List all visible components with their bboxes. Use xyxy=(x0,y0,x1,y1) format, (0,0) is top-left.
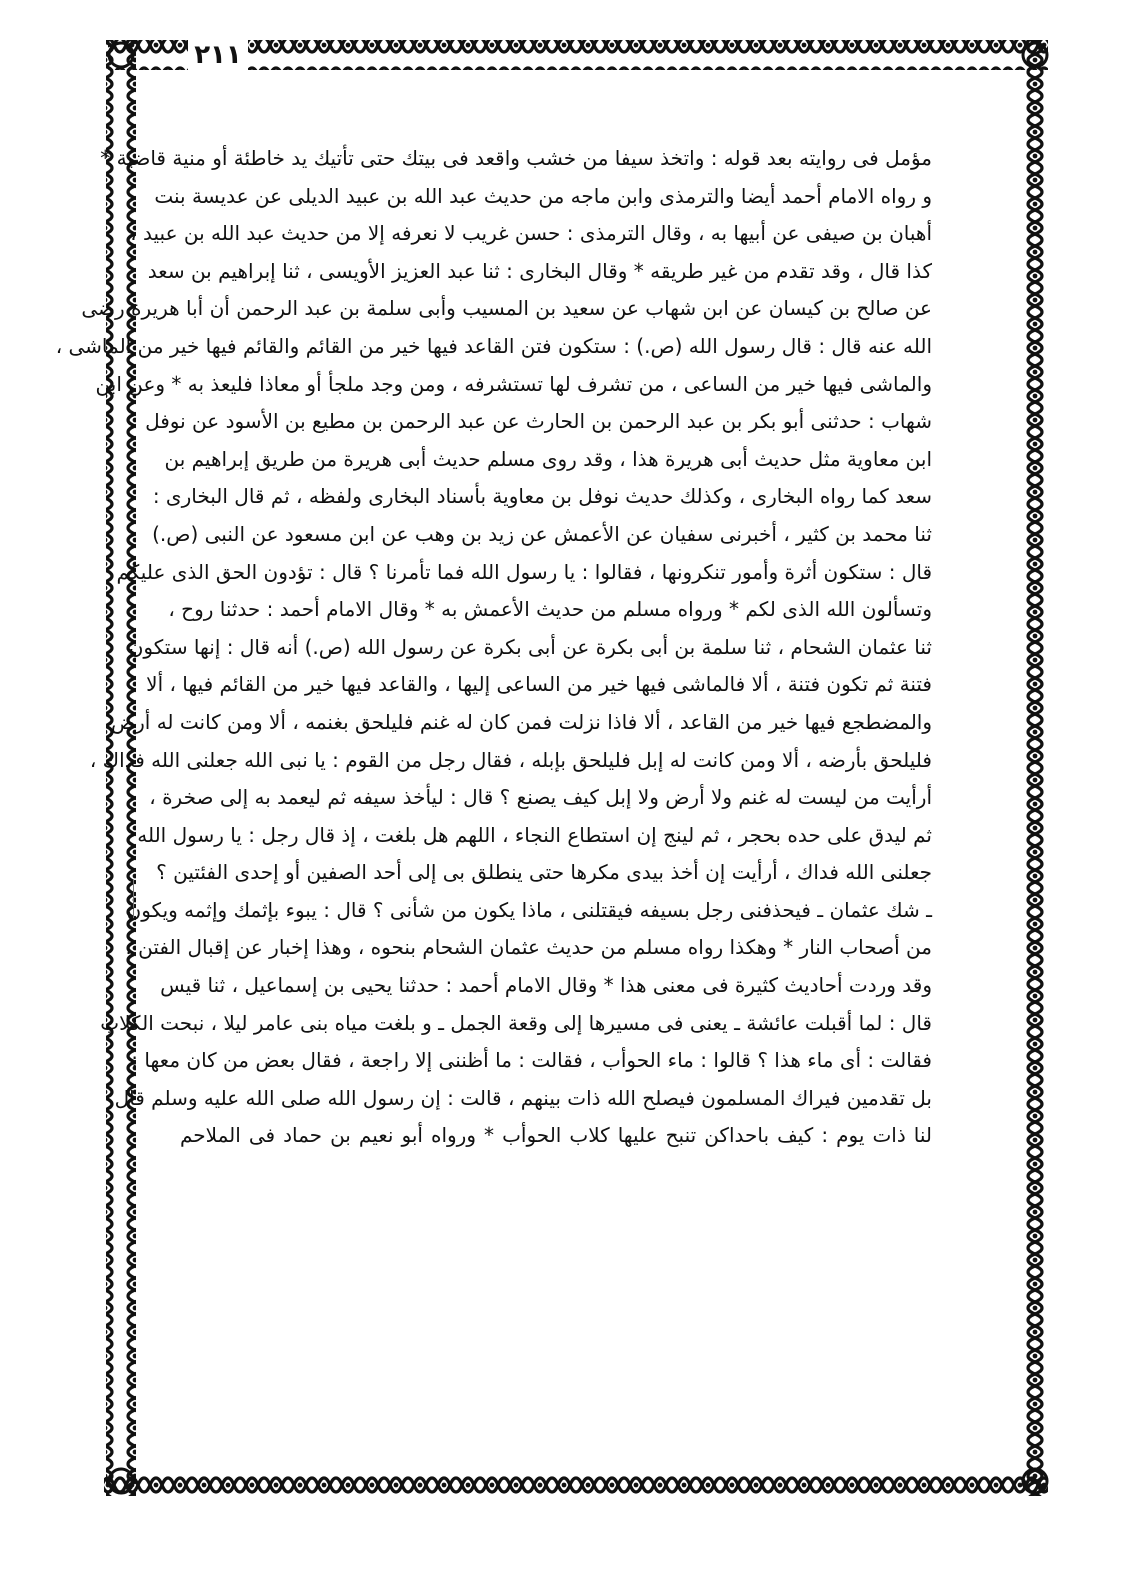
text-line: شهاب : حدثنى أبو بكر بن عبد الرحمن بن الحارث عن عبد الرحمن بن مطيع بن الأسود عن نوفل xyxy=(145,409,932,434)
page-number: ٢١١ xyxy=(188,38,248,72)
text-line: و رواه الامام أحمد أيضا والترمذى وابن ماجه من حديث عبد الله بن عبيد الديلى عن عديسة بنت xyxy=(154,183,932,208)
text-line: أهبان بن صيفى عن أبيها به ، وقال الترمذى : حسن غريب لا نعرفه إلا من حديث عبد الله بن عبيد ، xyxy=(130,221,932,246)
text-line: سعد كما رواه البخارى ، وكذلك حديث نوفل بن معاوية بأسناد البخارى ولفظه ، ثم قال البخارى : xyxy=(152,484,932,509)
text-line: مؤمل فى روايته بعد قوله : واتخذ سيفا من خشب واقعد فى بيتك حتى تأتيك يد خاطئة أو منية قاضية * xyxy=(100,146,932,170)
text-line: وتسألون الله الذى لكم * ورواه مسلم من حديث الأعمش به * وقال الامام أحمد : حدثنا روح ، xyxy=(168,597,932,622)
text-line: جعلنى الله فداك ، أرأيت إن أخذ بيدى مكرها حتى ينطلق بى إلى أحد الصفين أو إحدى الفئتين ؟ xyxy=(156,860,932,885)
text-line: ثنا محمد بن كثير ، أخبرنى سفيان عن الأعمش عن زيد بن وهب عن ابن مسعود عن النبى (ص.) xyxy=(152,521,932,546)
text-line: فليلحق بأرضه ، ألا ومن كانت له إبل فليلحق بإبله ، فقال رجل من القوم : يا نبى الله جعلنى الله فداك ، xyxy=(89,747,932,772)
text-line: ـ شك عثمان ـ فيحذفنى رجل بسيفه فيقتلنى ، ماذا يكون من شأنى ؟ قال : يبوء بإثمك وإثمه ويكون xyxy=(126,897,932,922)
text-line: من أصحاب النار * وهكذا رواه مسلم من حديث عثمان الشحام بنحوه ، وهذا إخبار عن إقبال الفتن ، xyxy=(125,935,932,960)
text-line: والماشى فيها خير من الساعى ، من تشرف لها تستشرفه ، ومن وجد ملجأ أو معاذا فليعذ به * وعن ابن xyxy=(95,371,932,396)
text-line: بل تقدمين فيراك المسلمون فيصلح الله ذات بينهم ، قالت : إن رسول الله صلى الله عليه وسلم قال xyxy=(114,1085,932,1110)
text-line: الله عنه قال : قال رسول الله (ص.) : ستكون فتن القاعد فيها خير من القائم والقائم فيها خير من الماشى ، xyxy=(55,333,932,358)
text-line: كذا قال ، وقد تقدم من غير طريقه * وقال البخارى : ثنا عبد العزيز الأويسى ، ثنا إبراهيم بن سعد xyxy=(147,258,932,283)
text-line: ثم ليدق على حده بحجر ، ثم لينج إن استطاع النجاء ، اللهم هل بلغت ، إذ قال رجل : يا رسول الله xyxy=(137,822,932,847)
text-line: فقالت : أى ماء هذا ؟ قالوا : ماء الحوأب ، فقالت : ما أظننى إلا راجعة ، فقال بعض من كان معها : xyxy=(131,1048,932,1073)
text-line: فتنة ثم تكون فتنة ، ألا فالماشى فيها خير من الساعى إليها ، والقاعد فيها خير من القائم فيها ، ألا xyxy=(146,672,932,697)
text-line: ثنا عثمان الشحام ، ثنا سلمة بن أبى بكرة عن أبى بكرة عن رسول الله (ص.) أنه قال : إنها ستكون xyxy=(128,634,932,659)
text-line: عن صالح بن كيسان عن ابن شهاب عن سعيد بن المسيب وأبى سلمة بن عبد الرحمن أن أبا هريرة رضى xyxy=(81,296,932,321)
main-text xyxy=(55,140,932,1440)
text-line: قال : ستكون أثرة وأمور تنكرونها ، فقالوا : يا رسول الله فما تأمرنا ؟ قال : تؤدون الحق الذى عليكم xyxy=(116,559,932,584)
text-line: والمضطجع فيها خير من القاعد ، ألا فاذا نزلت فمن كان له غنم فليلحق بغنمه ، ألا ومن كانت له أرض xyxy=(110,709,932,734)
text-line: قال : لما أقبلت عائشة ـ يعنى فى مسيرها إلى وقعة الجمل ـ و بلغت مياه بنى عامر ليلا ، نبحت الكلاب xyxy=(100,1010,932,1035)
text-line: ابن معاوية مثل حديث أبى هريرة هذا ، وقد روى مسلم حديث أبى هريرة من طريق إبراهيم بن xyxy=(164,446,932,471)
text-line: أرأيت من ليست له غنم ولا أرض ولا إبل كيف يصنع ؟ قال : ليأخذ سيفه ثم ليعمد به إلى صخرة ، xyxy=(149,785,932,810)
text-line: وقد وردت أحاديث كثيرة فى معنى هذا * وقال الامام أحمد : حدثنا يحيى بن إسماعيل ، ثنا قيس xyxy=(160,973,932,998)
text-line: لنا ذات يوم : كيف باحداكن تنبح عليها كلاب الحوأب * ورواه أبو نعيم بن حماد فى الملاحم xyxy=(180,1123,932,1148)
